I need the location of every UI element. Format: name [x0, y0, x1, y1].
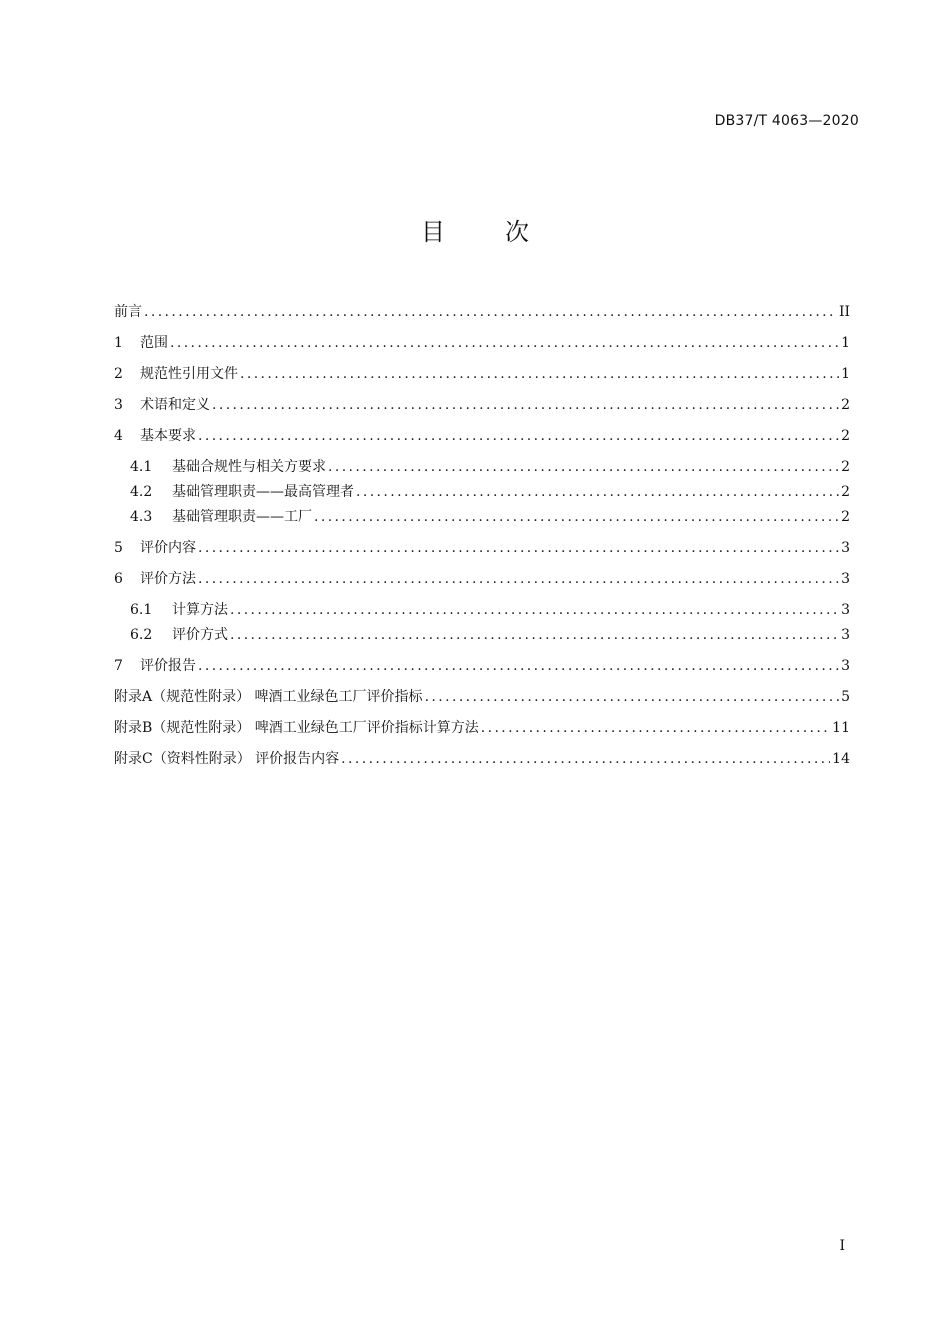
toc-entry-label: 规范性引用文件 — [140, 366, 238, 382]
toc-entry-appendix-b[interactable] — [114, 716, 850, 747]
toc-entry-label: 基本要求 — [140, 428, 196, 444]
toc-entry-label: 附录A（规范性附录） 啤酒工业绿色工厂评价指标 — [114, 689, 423, 705]
toc-leader-dots — [328, 455, 839, 479]
toc-leader-dots — [212, 393, 839, 417]
toc-entry-page: 5 — [841, 689, 850, 705]
toc-entry-basic-requirements[interactable] — [114, 424, 850, 449]
toc-entry-label: 前言 — [114, 304, 142, 320]
toc-leader-dots — [198, 536, 839, 560]
toc-leader-dots — [230, 623, 839, 647]
toc-entry-label: 基础合规性与相关方要求 — [172, 459, 326, 475]
toc-entry-label: 附录B（规范性附录） 啤酒工业绿色工厂评价指标计算方法 — [114, 720, 479, 736]
toc-entry-label: 附录C（资料性附录） 评价报告内容 — [114, 751, 340, 767]
toc-entry-page: 3 — [841, 540, 850, 556]
toc-entry-appendix-a[interactable] — [114, 685, 850, 716]
toc-entry-foreword[interactable] — [114, 300, 850, 331]
toc-entry-number: 4.2 — [130, 484, 153, 500]
toc-leader-dots — [144, 300, 837, 324]
toc-entry-page: 3 — [841, 658, 850, 674]
toc-entry-evaluation-report[interactable] — [114, 654, 850, 685]
toc-entry-label: 评价方法 — [140, 571, 196, 587]
toc-entry-number: 5 — [114, 540, 123, 556]
toc-leader-dots — [314, 505, 839, 529]
toc-entry-label: 评价内容 — [140, 540, 196, 556]
toc-entry-number: 6.1 — [130, 602, 153, 618]
toc-entry-page: 2 — [841, 509, 850, 525]
toc-title — [0, 212, 950, 247]
toc-entry-page: 14 — [832, 751, 850, 767]
toc-entry-number: 2 — [114, 366, 123, 382]
page-number: I — [839, 1238, 845, 1254]
toc-entry-appendix-c[interactable] — [114, 747, 850, 778]
toc-entry-page: 1 — [841, 366, 850, 382]
toc-title-char-2: 次 — [505, 218, 529, 246]
toc-leader-dots — [481, 716, 830, 740]
toc-entry-label: 基础管理职责——最高管理者 — [172, 484, 354, 500]
toc-leader-dots — [198, 567, 839, 591]
toc-entry-page: 2 — [841, 397, 850, 413]
toc-entry-number: 4.3 — [130, 509, 153, 525]
toc-entry-label: 评价报告 — [140, 658, 196, 674]
toc-entry-page: 11 — [832, 720, 850, 736]
toc-leader-dots — [356, 480, 839, 504]
toc-entry-6-1[interactable] — [114, 592, 850, 623]
toc-entry-scope[interactable] — [114, 331, 850, 362]
toc-leader-dots — [198, 654, 839, 678]
toc-leader-dots — [240, 362, 839, 386]
toc-entry-number: 1 — [114, 335, 123, 351]
toc-entry-terms-definitions[interactable] — [114, 393, 850, 424]
toc-leader-dots — [425, 685, 840, 709]
toc-title-char-1: 目 — [421, 218, 445, 246]
toc-leader-dots — [198, 424, 839, 448]
toc-entry-page: 3 — [841, 602, 850, 618]
toc-leader-dots — [230, 598, 839, 622]
toc-entry-evaluation-method[interactable] — [114, 567, 850, 592]
toc-entry-page: 1 — [841, 335, 850, 351]
toc-entry-evaluation-content[interactable] — [114, 536, 850, 567]
toc-entry-page: 2 — [841, 428, 850, 444]
toc-entry-label: 术语和定义 — [140, 397, 210, 413]
toc-entry-label: 基础管理职责——工厂 — [172, 509, 312, 525]
toc-entry-number: 7 — [114, 658, 123, 674]
toc-entry-page: 2 — [841, 484, 850, 500]
toc-entry-number: 3 — [114, 397, 123, 413]
toc-entry-number: 6.2 — [130, 627, 153, 643]
toc-entry-label: 评价方式 — [172, 627, 228, 643]
toc-entry-number: 4.1 — [130, 459, 153, 475]
toc-entry-label: 计算方法 — [172, 602, 228, 618]
toc-entry-6-2[interactable] — [114, 623, 850, 654]
toc-entry-number: 6 — [114, 571, 123, 587]
toc-leader-dots — [341, 747, 830, 771]
toc-entry-normative-references[interactable] — [114, 362, 850, 393]
toc-entry-page: 3 — [841, 571, 850, 587]
toc-entry-page: 3 — [841, 627, 850, 643]
toc-entry-page: 2 — [841, 459, 850, 475]
document-number: DB37/T 4063—2020 — [714, 113, 859, 129]
toc-leader-dots — [170, 331, 839, 355]
toc-entry-label: 范围 — [140, 335, 168, 351]
toc-entry-number: 4 — [114, 428, 123, 444]
toc-entry-4-3[interactable] — [114, 505, 850, 536]
toc-entry-page: II — [838, 304, 850, 320]
toc-entry-4-1[interactable] — [114, 449, 850, 480]
table-of-contents — [114, 300, 850, 778]
toc-entry-4-2[interactable] — [114, 480, 850, 505]
